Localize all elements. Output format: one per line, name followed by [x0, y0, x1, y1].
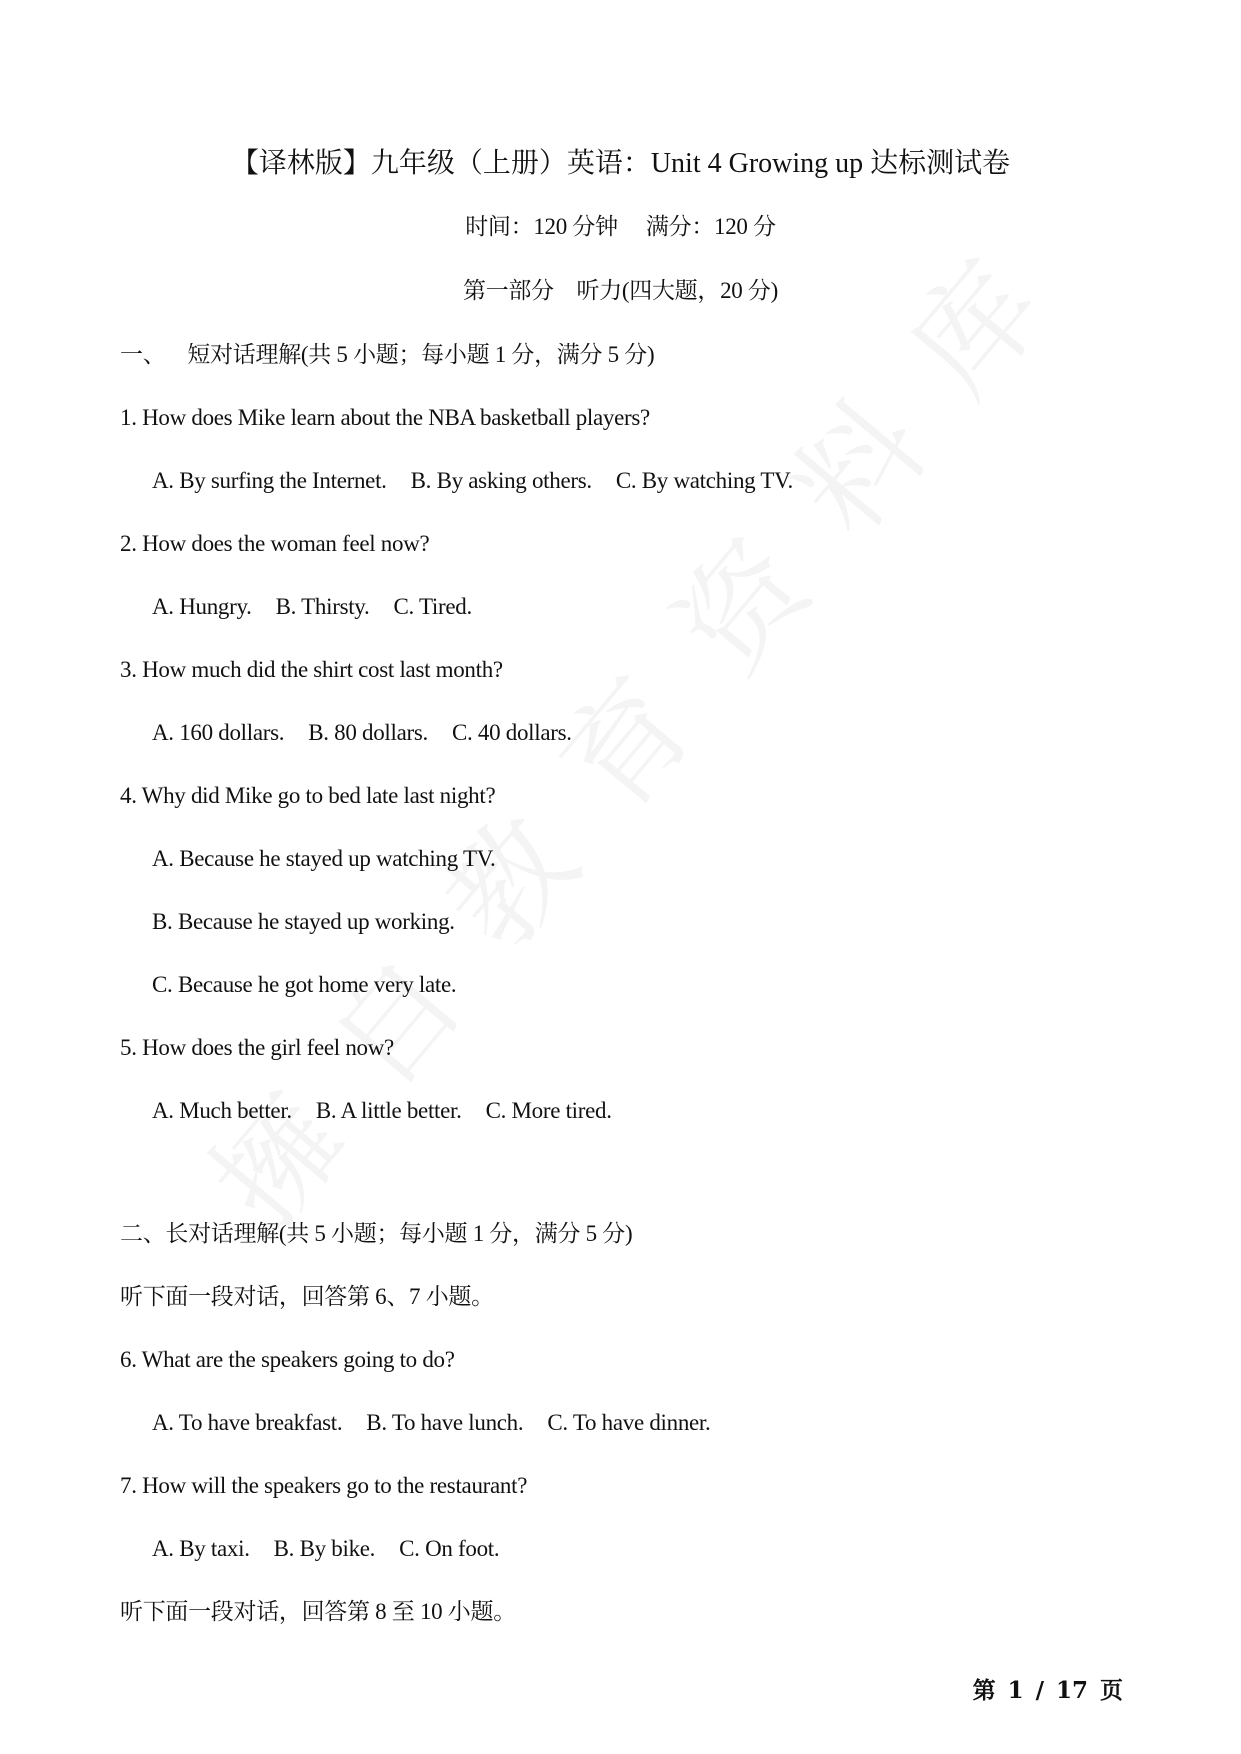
option-6a: A. To have breakfast. — [152, 1410, 343, 1435]
page-total: 17 — [1055, 1677, 1088, 1704]
page-prefix: 第 — [972, 1677, 996, 1704]
option-5c: C. More tired. — [485, 1098, 612, 1123]
option-7b: B. By bike. — [273, 1536, 376, 1561]
option-7a: A. By taxi. — [152, 1536, 250, 1561]
option-6c: C. To have dinner. — [547, 1410, 711, 1435]
options-6 — [152, 1408, 710, 1438]
section2-intro-1: 听下面一段对话，回答第 6、7 小题。 — [120, 1284, 494, 1309]
page-number — [973, 1676, 1123, 1706]
option-4a: A. Because he stayed up watching TV. — [152, 846, 496, 871]
option-7c: C. On foot. — [399, 1536, 500, 1561]
option-6b: B. To have lunch. — [366, 1410, 524, 1435]
section1-number: 一、 — [120, 342, 166, 367]
question-5: 5. How does the girl feel now? — [120, 1035, 394, 1060]
page-title: 【译林版】九年级（上册）英语：Unit 4 Growing up 达标测试卷 — [230, 148, 1011, 179]
option-4c: C. Because he got home very late. — [152, 972, 457, 997]
section1-title: 短对话理解(共 5 小题；每小题 1 分，满分 5 分) — [187, 342, 655, 367]
question-3: 3. How much did the shirt cost last month? — [120, 657, 503, 682]
option-1c: C. By watching TV. — [615, 468, 793, 493]
page-current: 1 — [1007, 1677, 1024, 1704]
option-3b: B. 80 dollars. — [308, 720, 428, 745]
options-7 — [152, 1534, 499, 1564]
option-5a: A. Much better. — [152, 1098, 292, 1123]
question-6: 6. What are the speakers going to do? — [120, 1347, 455, 1372]
part-heading: 第一部分 听力(四大题，20 分) — [463, 278, 778, 303]
section2-intro-2: 听下面一段对话，回答第 8 至 10 小题。 — [120, 1599, 516, 1624]
options-3 — [152, 718, 572, 748]
question-2: 2. How does the woman feel now? — [120, 531, 430, 556]
option-4b: B. Because he stayed up working. — [152, 909, 455, 934]
page-suffix: 页 — [1100, 1677, 1123, 1704]
section1-heading — [120, 340, 654, 370]
question-4: 4. Why did Mike go to bed late last night? — [120, 783, 496, 808]
option-1b: B. By asking others. — [410, 468, 592, 493]
option-3c: C. 40 dollars. — [451, 720, 572, 745]
options-2 — [152, 592, 472, 622]
section2-heading: 二、长对话理解(共 5 小题；每小题 1 分，满分 5 分) — [120, 1221, 633, 1246]
option-2c: C. Tired. — [393, 594, 472, 619]
option-2a: A. Hungry. — [152, 594, 252, 619]
question-1: 1. How does Mike learn about the NBA basketball players? — [120, 405, 650, 430]
option-1a: A. By surfing the Internet. — [152, 468, 387, 493]
exam-meta: 时间：120 分钟 满分：120 分 — [465, 214, 776, 239]
option-2b: B. Thirsty. — [275, 594, 370, 619]
page-separator: / — [1035, 1677, 1044, 1704]
options-1 — [152, 466, 793, 496]
option-5b: B. A little better. — [315, 1098, 462, 1123]
option-3a: A. 160 dollars. — [152, 720, 285, 745]
options-5 — [152, 1096, 612, 1126]
question-7: 7. How will the speakers go to the restaurant? — [120, 1473, 528, 1498]
